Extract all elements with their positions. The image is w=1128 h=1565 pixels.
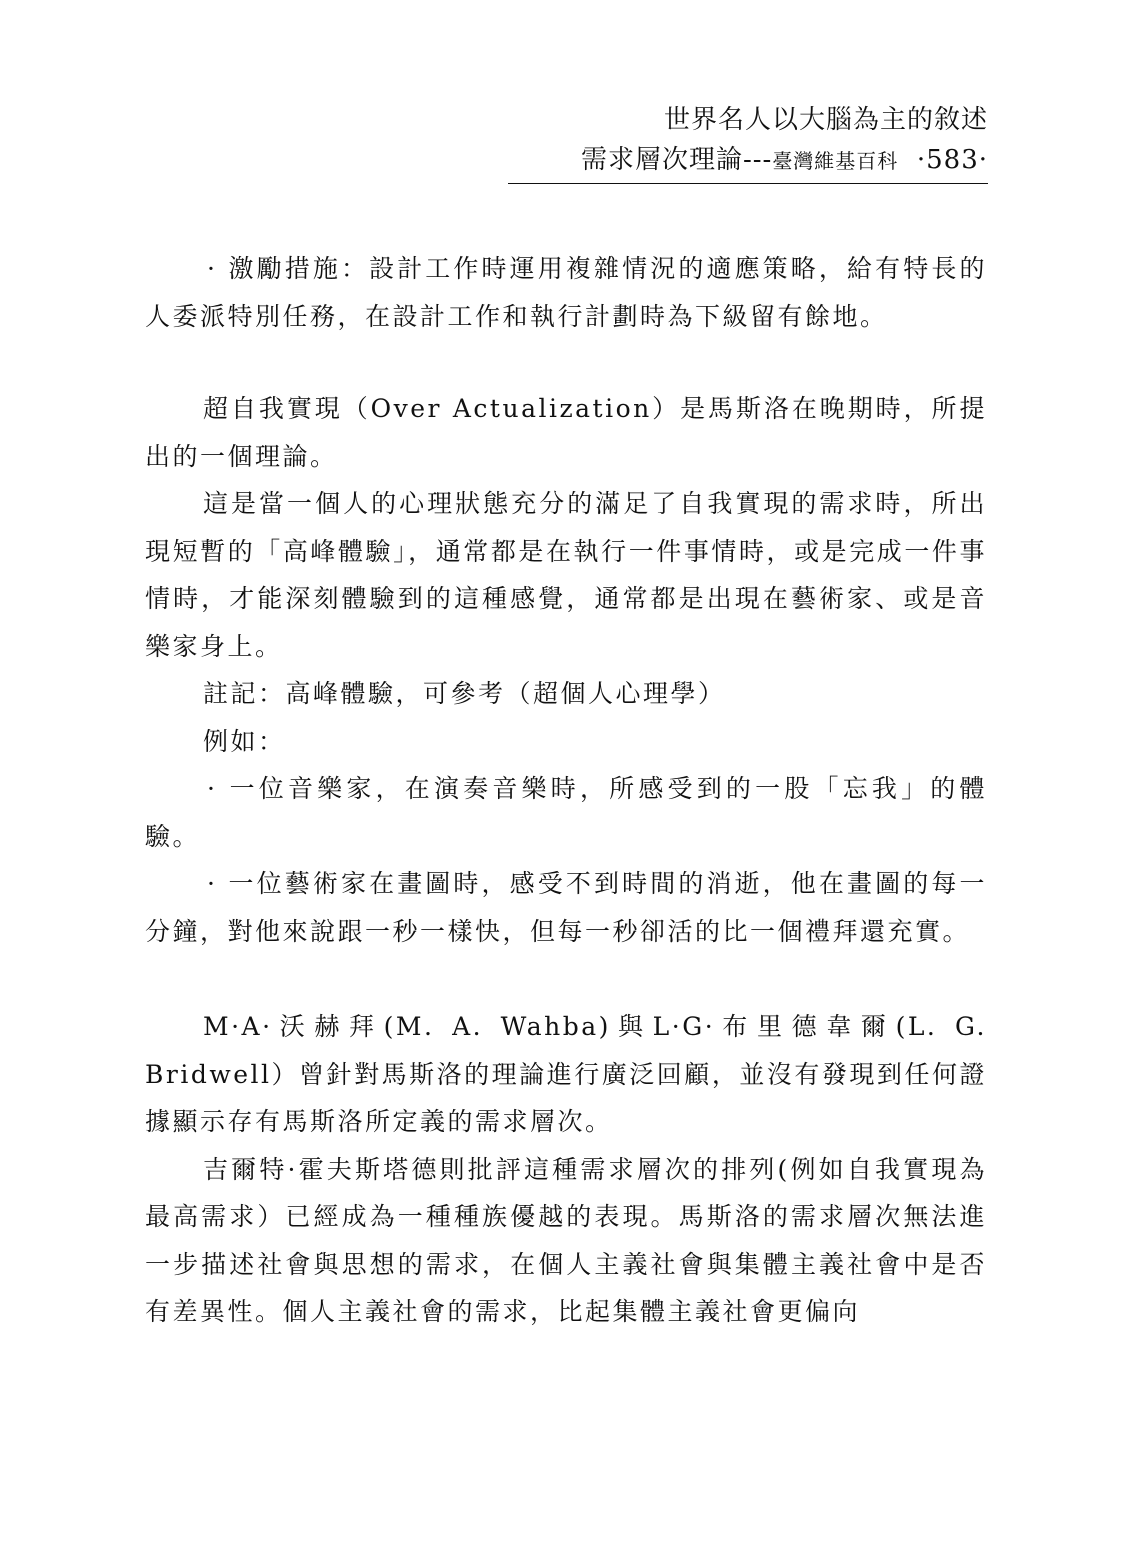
- document-body: [145, 245, 987, 1336]
- paragraph-example-artist: · 一位藝術家在畫圖時，感受不到時間的消逝，他在畫圖的每一分鐘，對他來說跟一秒一樣快，但每一秒卻活的比一個禮拜還充實。: [145, 869, 987, 946]
- header-subtitle: 需求層次理論---: [580, 145, 773, 175]
- paragraph-example-label: 例如：: [203, 726, 286, 756]
- paragraph-peak-experience: 這是當一個人的心理狀態充分的滿足了自我實現的需求時，所出現短暫的「高峰體驗」，通常都是在執行一件事情時，或是完成一件事情時，才能深刻體驗到的這種感覺，通常都是出現在藝術家、或是音樂家身上。: [145, 489, 987, 661]
- paragraph-wahba-bridwell: M·A·沃赫拜(M. A. Wahba)與L·G·布里德韋爾(L. G. Bridwell）曾針對馬斯洛的理論進行廣泛回顧，並沒有發現到任何證據顯示存有馬斯洛所定義的需求層次。: [145, 1012, 987, 1136]
- header-subtitle-line: [508, 140, 988, 184]
- header-title: 世界名人以大腦為主的敘述: [663, 105, 988, 135]
- header-site: 臺灣維基百科: [772, 149, 899, 173]
- paragraph-over-actualization: 超自我實現（Over Actualization）是馬斯洛在晚期時，所提出的一個理論。: [145, 394, 987, 471]
- paragraph-hofstede: 吉爾特·霍夫斯塔德則批評這種需求層次的排列(例如自我實現為最高需求）已經成為一種種族優越的表現。馬斯洛的需求層次無法進一步描述社會與思想的需求，在個人主義社會與集體主義社會中是否有差異性。個人主義社會的需求，比起集體主義社會更偏向: [145, 1154, 987, 1326]
- paragraph-example-musician: · 一位音樂家，在演奏音樂時，所感受到的一股「忘我」的體驗。: [145, 774, 987, 851]
- paragraph-incentive-measures: · 激勵措施：設計工作時運用複雜情況的適應策略，給有特長的人委派特別任務，在設計工作和執行計劃時為下級留有餘地。: [145, 254, 987, 331]
- page-header: [508, 100, 988, 184]
- page-number: ·583·: [916, 145, 988, 175]
- paragraph-note: 註記：高峰體驗，可參考（超個人心理學）: [203, 679, 726, 708]
